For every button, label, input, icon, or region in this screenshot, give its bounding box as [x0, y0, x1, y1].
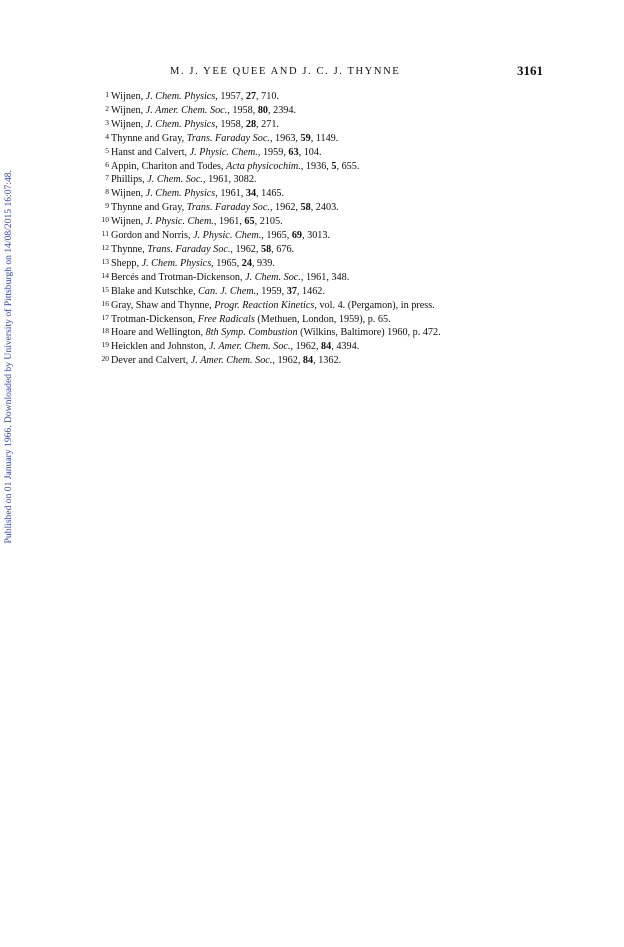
reference-item — [103, 159, 573, 173]
reference-number: 7 — [105, 173, 109, 183]
reference-journal: J. Physic. Chem. — [193, 230, 262, 242]
reference-volume: 65 — [244, 216, 255, 228]
reference-volume: 59 — [300, 132, 311, 144]
reference-number: 20 — [101, 354, 109, 364]
reference-volume: 37 — [286, 285, 297, 297]
reference-journal: Progr. Reaction Kinetics — [214, 299, 315, 311]
reference-authors: Wijnen, — [111, 104, 146, 116]
reference-pages: , 1462. — [296, 285, 325, 297]
reference-number: 14 — [101, 270, 109, 280]
reference-pages: , 655. — [336, 160, 360, 172]
reference-journal: J. Chem. Soc. — [147, 174, 203, 186]
reference-volume: 28 — [245, 118, 257, 130]
reference-list — [103, 89, 573, 367]
reference-authors: Hanst and Calvert, — [111, 146, 190, 158]
reference-volume: 5 — [331, 160, 337, 172]
reference-number: 18 — [101, 326, 109, 336]
reference-journal: Trans. Faraday Soc. — [147, 243, 231, 255]
reference-year: , 1961, 348. — [300, 271, 350, 283]
download-watermark-text: Published on 01 January 1966. Downloaded by University of Pittsburgh on 14/08/2015 16:07:48. — [3, 170, 14, 544]
reference-item — [103, 298, 573, 312]
reference-item — [103, 325, 573, 339]
reference-volume: 34 — [245, 188, 257, 200]
reference-number: 10 — [101, 215, 109, 225]
reference-number: 9 — [105, 201, 109, 211]
reference-number: 16 — [101, 298, 109, 308]
reference-authors: Wijnen, — [111, 216, 146, 228]
reference-journal: J. Amer. Chem. Soc. — [145, 104, 228, 116]
reference-volume: 63 — [288, 146, 299, 158]
reference-year: (Wilkins, Baltimore) 1960, p. 472. — [297, 327, 441, 339]
reference-journal: J. Chem. Soc. — [245, 271, 301, 283]
reference-journal: 8th Symp. Combustion — [205, 327, 298, 339]
reference-year: , 1961, 3082. — [202, 174, 257, 186]
reference-year: , 1958, — [215, 118, 246, 130]
reference-pages: , 2105. — [254, 216, 283, 228]
reference-item — [103, 172, 573, 186]
reference-pages: , 939. — [251, 257, 275, 269]
reference-item — [103, 312, 573, 326]
reference-number: 19 — [101, 340, 109, 350]
reference-authors: Gordon and Norris, — [111, 230, 194, 242]
reference-number: 8 — [105, 187, 109, 197]
reference-volume: 69 — [291, 230, 302, 242]
reference-item — [103, 145, 573, 159]
download-watermark — [2, 170, 16, 590]
reference-number: 12 — [101, 242, 109, 252]
reference-year: , 1961, — [215, 188, 246, 200]
reference-item — [103, 228, 573, 242]
reference-item — [103, 353, 573, 367]
reference-year: , 1959, — [256, 285, 287, 297]
reference-number: 13 — [101, 256, 109, 266]
reference-pages: , 2394. — [268, 104, 297, 116]
reference-number: 15 — [101, 284, 109, 294]
reference-year: , 1959, — [257, 146, 289, 158]
reference-year: , 1965, — [211, 257, 242, 269]
reference-authors: Thynne and Gray, — [111, 202, 187, 214]
reference-year: , 1957, — [215, 91, 246, 102]
reference-authors: Thynne, — [111, 243, 148, 255]
reference-authors: Wijnen, — [111, 118, 146, 130]
reference-journal: Trans. Faraday Soc. — [186, 132, 270, 144]
reference-number: 17 — [101, 312, 109, 322]
reference-authors: Dever and Calvert, — [111, 355, 191, 367]
reference-pages: , 676. — [271, 243, 295, 255]
reference-volume: 84 — [321, 341, 332, 353]
reference-journal: J. Physic. Chem. — [145, 216, 214, 228]
reference-authors: Trotman-Dickenson, — [111, 313, 198, 325]
reference-authors: Shepp, — [111, 257, 142, 269]
reference-item — [103, 117, 573, 131]
reference-number: 2 — [105, 103, 109, 113]
reference-volume: 80 — [257, 104, 268, 116]
reference-journal: J. Chem. Physics — [145, 91, 216, 102]
reference-item — [103, 339, 573, 353]
reference-pages: , 2403. — [310, 202, 339, 214]
reference-number: 3 — [105, 117, 109, 127]
reference-item — [103, 131, 573, 145]
reference-year: , vol. 4. (Pergamon), in press. — [314, 299, 435, 311]
reference-authors: Hoare and Wellington, — [111, 327, 206, 339]
reference-number: 1 — [105, 90, 109, 99]
reference-authors: Phillips, — [111, 174, 148, 186]
reference-number: 11 — [101, 229, 109, 239]
reference-volume: 58 — [260, 243, 272, 255]
reference-journal: J. Physic. Chem. — [189, 146, 258, 158]
reference-year: , 1962, — [290, 341, 322, 353]
reference-number: 6 — [105, 159, 109, 169]
reference-item — [103, 270, 573, 284]
reference-journal: J. Chem. Physics — [141, 257, 212, 269]
reference-year: , 1958, — [227, 104, 258, 116]
reference-number: 4 — [105, 131, 109, 141]
reference-authors: Appin, Chariton and Todes, — [111, 160, 227, 172]
page-number: 3161 — [517, 63, 543, 78]
reference-year: (Methuen, London, 1959), p. 65. — [254, 313, 391, 325]
reference-pages: , 271. — [256, 118, 279, 130]
reference-item — [103, 242, 573, 256]
reference-pages: , 4394. — [331, 341, 360, 353]
reference-year: , 1965, — [261, 230, 292, 242]
reference-authors: Heicklen and Johnston, — [111, 341, 209, 353]
reference-volume: 84 — [302, 355, 314, 367]
reference-volume: 24 — [241, 257, 252, 269]
reference-authors: Gray, Shaw and Thynne, — [111, 299, 215, 311]
reference-number: 5 — [105, 145, 109, 155]
reference-journal: Can. J. Chem. — [198, 285, 257, 297]
reference-year: , 1936, — [300, 160, 332, 172]
reference-journal: J. Amer. Chem. Soc. — [208, 341, 291, 353]
reference-year: , 1962, — [230, 243, 261, 255]
reference-year: , 1962, — [269, 202, 301, 214]
reference-item — [103, 200, 573, 214]
reference-pages: , 1149. — [310, 132, 339, 144]
reference-pages: , 3013. — [302, 230, 331, 242]
reference-year: , 1961, — [213, 216, 245, 228]
reference-pages: , 104. — [298, 146, 322, 158]
reference-item — [103, 214, 573, 228]
reference-authors: Thynne and Gray, — [111, 132, 187, 144]
reference-pages: , 710. — [256, 91, 279, 102]
reference-journal: Trans. Faraday Soc. — [186, 202, 270, 214]
reference-year: , 1962, — [272, 355, 303, 367]
reference-item — [103, 256, 573, 270]
reference-journal: J. Chem. Physics — [145, 118, 216, 130]
reference-volume: 27 — [245, 91, 257, 102]
reference-authors: Blake and Kutschke, — [111, 285, 199, 297]
reference-journal: J. Amer. Chem. Soc. — [190, 355, 273, 367]
reference-authors: Bercés and Trotman-Dickenson, — [111, 271, 246, 283]
reference-pages: , 1465. — [256, 188, 285, 200]
reference-authors: Wijnen, — [111, 91, 146, 102]
reference-journal: Free Radicals — [197, 313, 255, 325]
reference-item — [103, 284, 573, 298]
reference-pages: , 1362. — [313, 355, 342, 367]
reference-year: , 1963, — [269, 132, 301, 144]
running-head: M. J. YEE QUEE AND J. C. J. THYNNE — [170, 66, 401, 77]
reference-item — [103, 103, 573, 117]
reference-authors: Wijnen, — [111, 188, 146, 200]
reference-item — [103, 186, 573, 200]
reference-journal: Acta physicochim. — [226, 160, 301, 172]
reference-journal: J. Chem. Physics — [145, 188, 216, 200]
reference-volume: 58 — [300, 202, 311, 214]
reference-item — [103, 89, 573, 103]
